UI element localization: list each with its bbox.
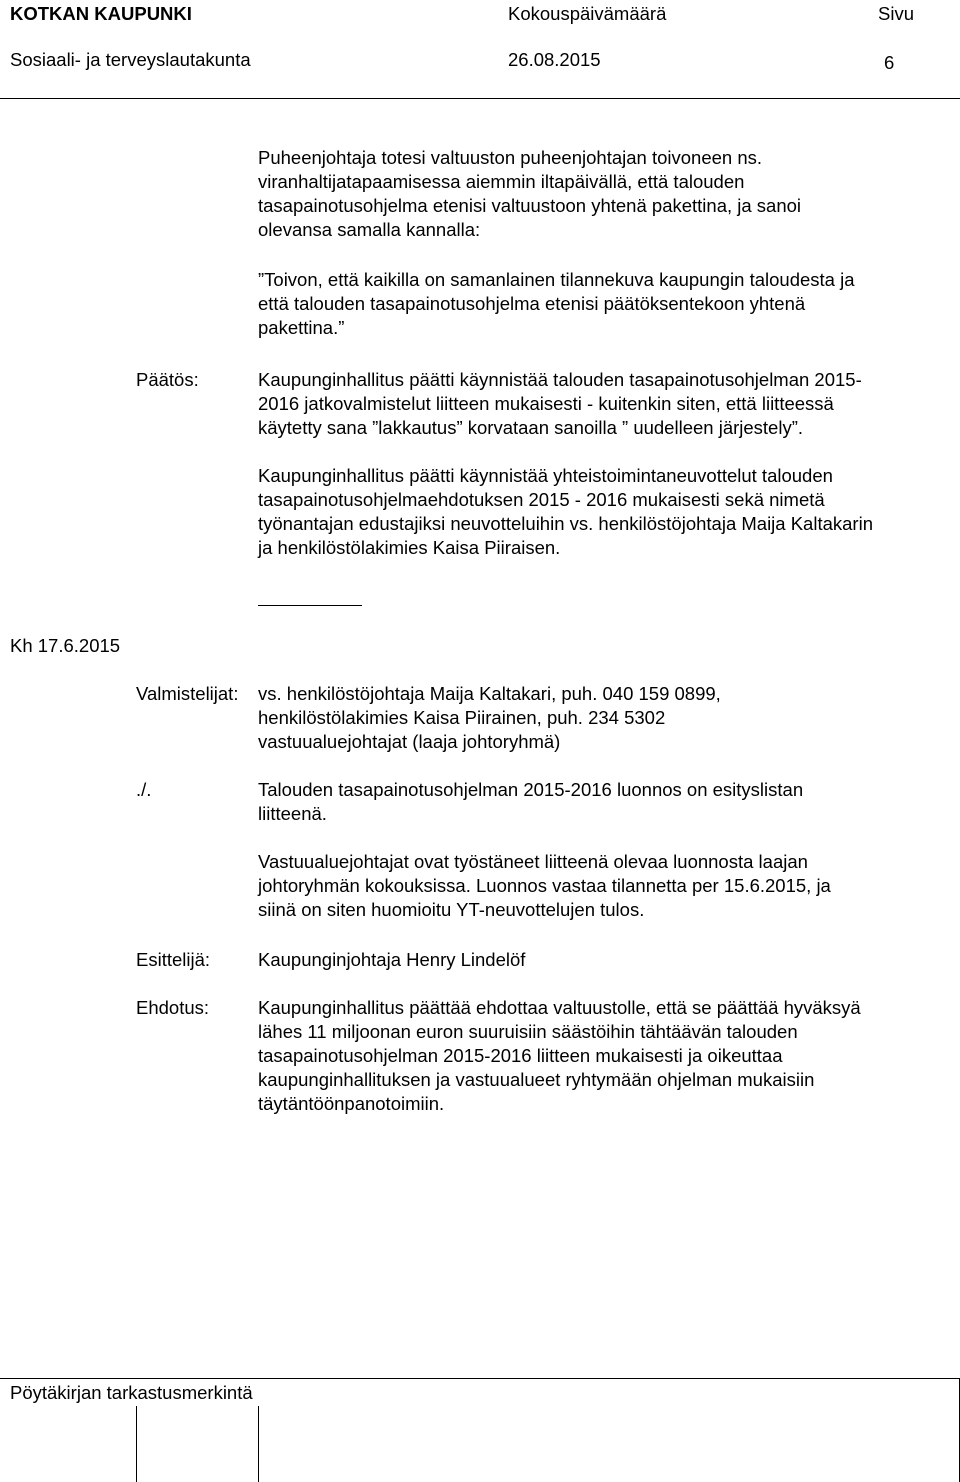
text-line: Kaupunginhallitus päättää ehdottaa valtuustolle, että se päättää hyväksyä (258, 997, 861, 1018)
meeting-date: 26.08.2015 (508, 49, 601, 70)
text-line: olevansa samalla kannalla: (258, 219, 481, 240)
text-line: 2016 jatkovalmistelut liitteen mukaisesti - kuitenkin siten, että liitteessä (258, 393, 834, 414)
text-line: siinä on siten huomioitu YT-neuvottelujen tulos. (258, 899, 645, 920)
footer-top-border (0, 1378, 960, 1379)
text-line: pakettina.” (258, 317, 345, 338)
proposal-paragraph (258, 996, 948, 1116)
decision-paragraph-1 (258, 368, 948, 440)
text-line: kaupunginhallituksen ja vastuualueet ryhtymään ohjelman mukaisiin (258, 1069, 815, 1090)
preparers-label: Valmistelijat: (136, 683, 239, 704)
intro-paragraph (258, 146, 948, 242)
text-line: Vastuualuejohtajat ovat työstäneet liitteenä olevaa luonnosta laajan (258, 851, 808, 872)
signature-cell-divider (258, 1406, 259, 1482)
text-line: liitteenä. (258, 803, 327, 824)
decision-label: Päätös: (136, 369, 199, 390)
page-label: Sivu (878, 3, 914, 24)
text-line: työnantajan edustajiksi neuvotteluihin vs. henkilöstöjohtaja Maija Kaltakarin (258, 513, 873, 534)
text-line: lähes 11 miljoonan euron suuruisiin säästöihin tähtäävän talouden (258, 1021, 798, 1042)
proposal-label: Ehdotus: (136, 997, 210, 1018)
attachment-paragraph (258, 778, 948, 826)
preparers-text (258, 682, 948, 754)
text-line: vs. henkilöstöjohtaja Maija Kaltakari, puh. 040 159 0899, (258, 683, 721, 704)
text-line: täytäntöönpanotoimiin. (258, 1093, 445, 1114)
text-line: johtoryhmän kokouksissa. Luonnos vastaa tilannetta per 15.6.2015, ja (258, 875, 831, 896)
meeting-date-label: Kokouspäivämäärä (508, 3, 667, 24)
text-line: tasapainotusohjelman 2015-2016 liitteen mukaisesti ja oikeuttaa (258, 1045, 783, 1066)
text-line: ”Toivon, että kaikilla on samanlainen tilannekuva kaupungin taloudesta ja (258, 269, 855, 290)
signature-cell-divider (136, 1406, 137, 1482)
quote-paragraph (258, 268, 948, 340)
attachment-mark: ./. (136, 779, 152, 800)
text-line: Kaupunginjohtaja Henry Lindelöf (258, 949, 526, 970)
page-number: 6 (884, 52, 895, 73)
text-line: käytetty sana ”lakkautus” korvataan sanoilla ” uudelleen järjestely”. (258, 417, 804, 438)
text-line: Kaupunginhallitus päätti käynnistää yhteistoimintaneuvottelut talouden (258, 465, 833, 486)
text-line: että talouden tasapainotusohjelma etenisi päätöksentekoon yhtenä (258, 293, 806, 314)
text-line: henkilöstölakimies Kaisa Piirainen, puh. 234 5302 (258, 707, 666, 728)
text-line: vastuualuejohtajat (laaja johtoryhmä) (258, 731, 561, 752)
text-line: Kaupunginhallitus päätti käynnistää talouden tasapainotusohjelman 2015- (258, 369, 862, 390)
decision-paragraph-2 (258, 464, 948, 560)
presenter-value (258, 948, 948, 972)
presenter-label: Esittelijä: (136, 949, 211, 970)
footer-label: Pöytäkirjan tarkastusmerkintä (10, 1382, 253, 1403)
section-separator (258, 605, 362, 606)
text-line: tasapainotusohjelma etenisi valtuustoon yhtenä pakettina, ja sanoi (258, 195, 802, 216)
text-line: tasapainotusohjelmaehdotuksen 2015 - 2016 mukaisesti sekä nimetä (258, 489, 825, 510)
committee-name: Sosiaali- ja terveyslautakunta (10, 49, 251, 70)
text-line: Talouden tasapainotusohjelman 2015-2016 luonnos on esityslistan (258, 779, 804, 800)
text-line: viranhaltijatapaamisessa aiemmin iltapäivällä, että talouden (258, 171, 745, 192)
attachment-paragraph-2 (258, 850, 948, 922)
organization-name: KOTKAN KAUPUNKI (10, 3, 192, 24)
header-divider (0, 98, 960, 99)
text-line: ja henkilöstölakimies Kaisa Piiraisen. (258, 537, 561, 558)
text-line: Puheenjohtaja totesi valtuuston puheenjohtajan toivoneen ns. (258, 147, 762, 168)
kh-date: Kh 17.6.2015 (10, 635, 121, 656)
